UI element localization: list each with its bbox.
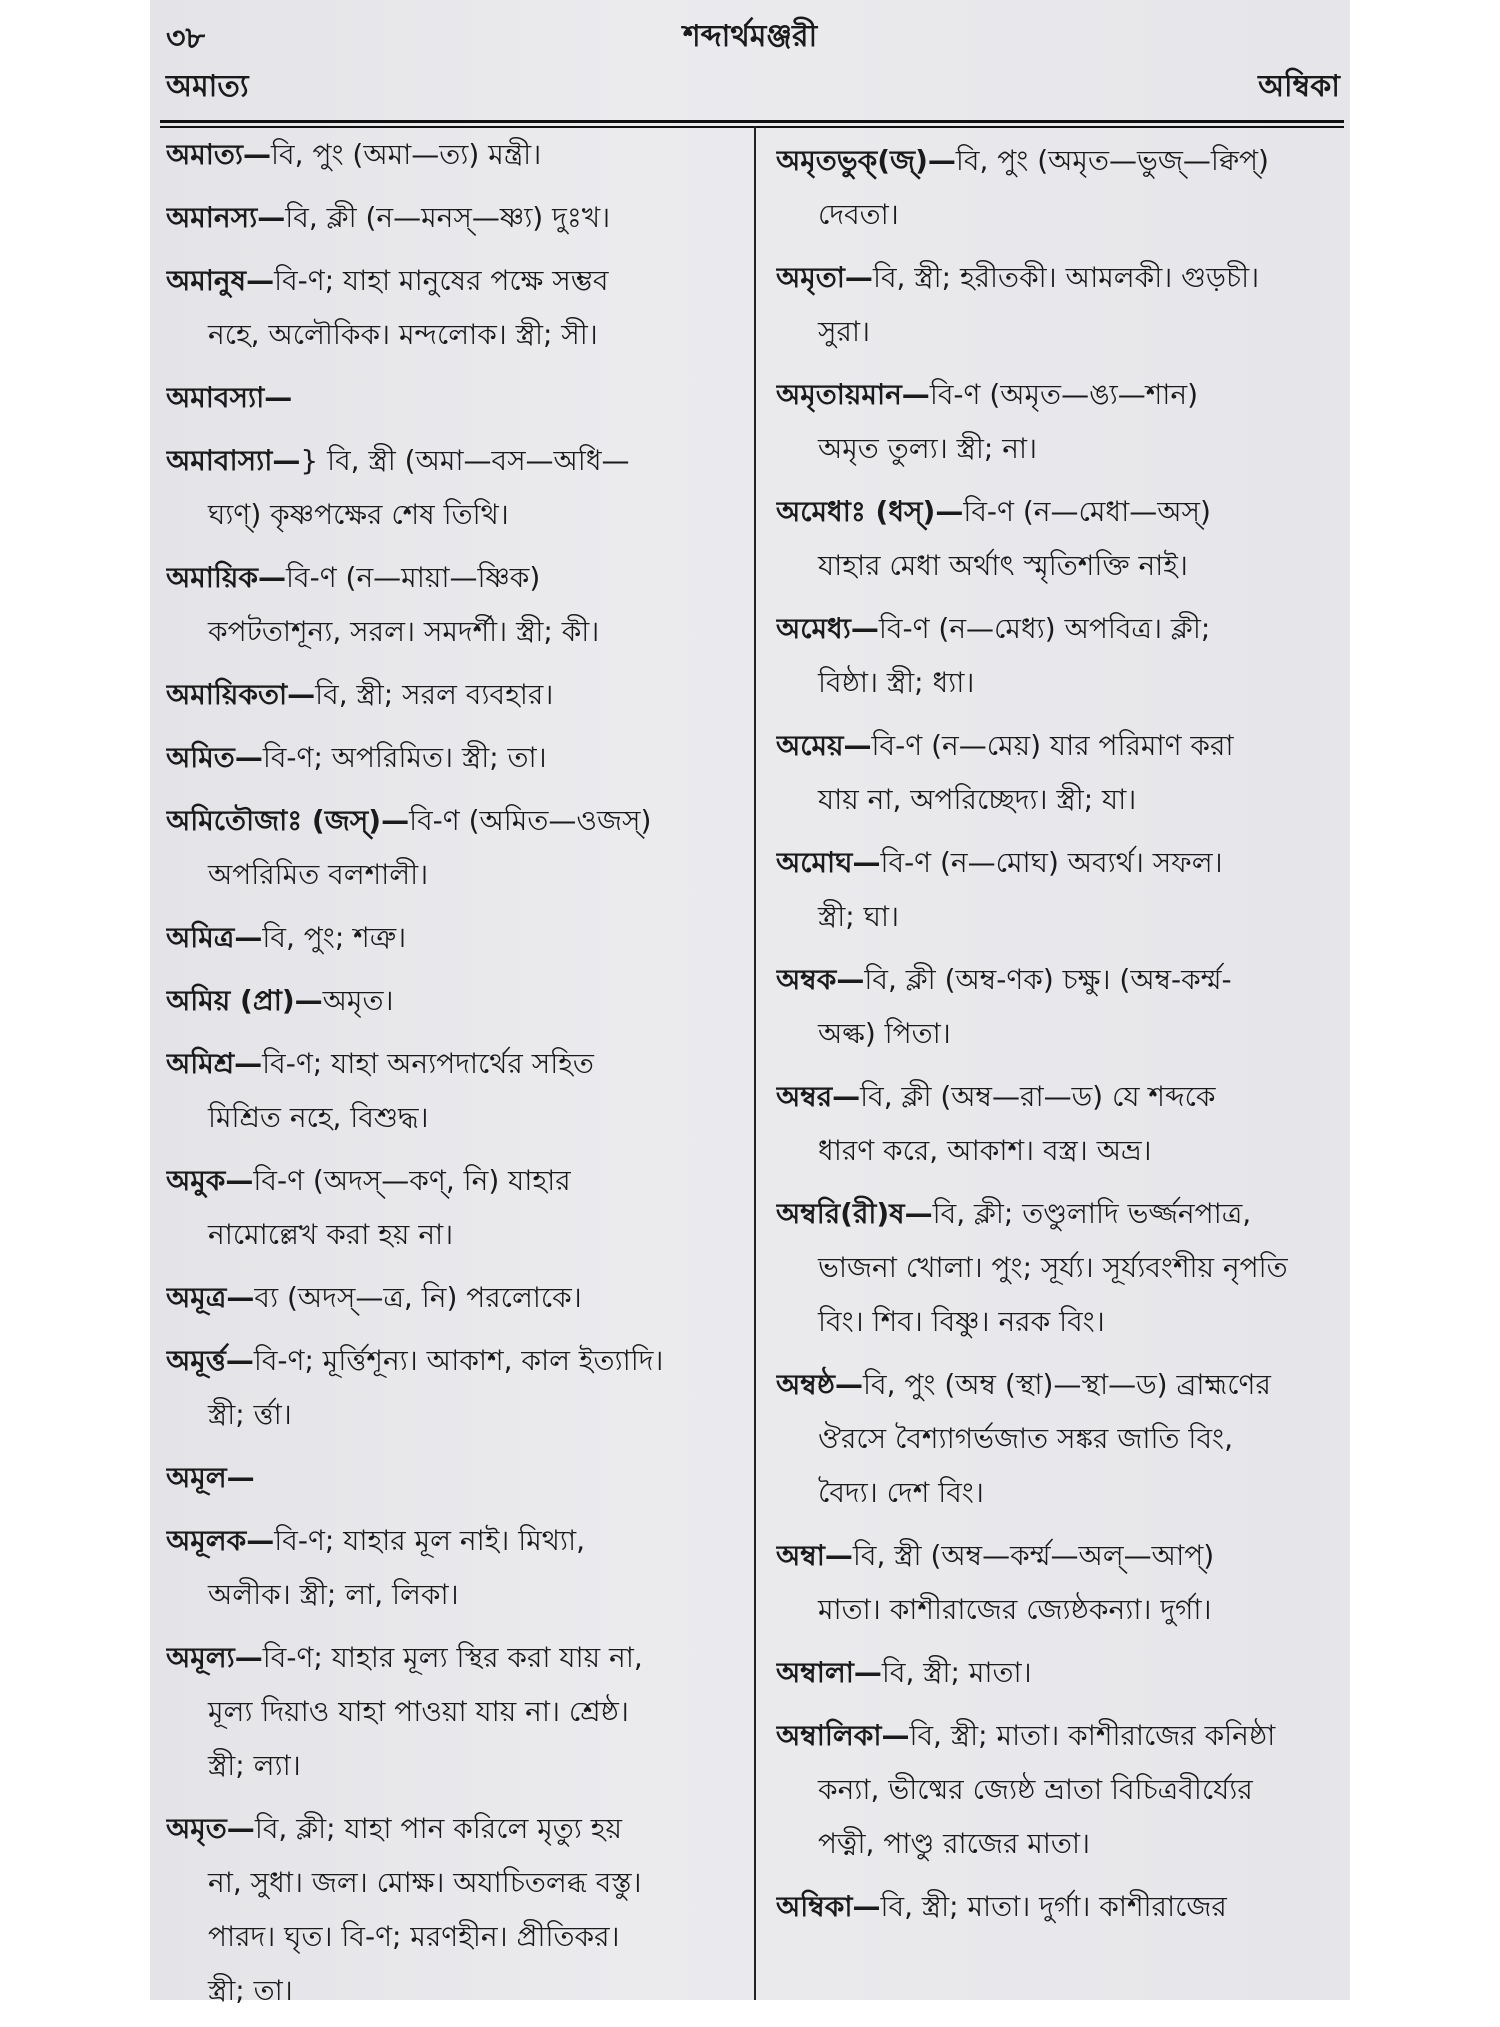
- definition-continuation: স্ত্রী; তা।: [208, 1974, 293, 2007]
- entry-first-line: [166, 1514, 741, 1568]
- dictionary-entry: [166, 1514, 741, 1622]
- definition: বি, স্ত্রী; মাতা। কাশীরাজের কনিষ্ঠা: [909, 1719, 1276, 1752]
- guide-word-left: অমাত্য: [166, 69, 249, 104]
- headword: অম্বা—: [776, 1539, 853, 1572]
- dictionary-entry: [776, 719, 1351, 827]
- definition: বি, স্ত্রী (অম্ব—কর্ম্ম—অল্—আপ্): [852, 1539, 1215, 1572]
- definition: বি, পুং (অমৃত—ভুজ্—ক্বিপ্): [955, 144, 1269, 177]
- dictionary-entry: [166, 974, 741, 1028]
- entry-first-line: [166, 434, 741, 488]
- dictionary-entry: [166, 1271, 741, 1325]
- definition: বি-ণ (অমৃত—ঙ্য—শান): [929, 378, 1199, 411]
- dictionary-entry: [166, 1334, 741, 1442]
- entry-first-line: [166, 128, 741, 182]
- header-rule: [160, 120, 1344, 128]
- dictionary-entry: [166, 911, 741, 965]
- definition: বি-ণ; মূর্ত্তিশূন্য। আকাশ, কাল ইত্যাদি।: [253, 1344, 664, 1377]
- headword: অম্বরি(রী)ষ—: [776, 1197, 933, 1230]
- dictionary-entry: [776, 836, 1351, 944]
- dictionary-entry: [166, 1451, 741, 1505]
- page-number: ৩৮: [166, 21, 205, 56]
- entry-first-line: [776, 1709, 1351, 1763]
- entry-first-line: [776, 1529, 1351, 1583]
- definition: ব্য (অদস্—ত্র, নি) পরলোকে।: [254, 1281, 582, 1314]
- definition: বি-ণ; অপরিমিত। স্ত্রী; তা।: [262, 741, 547, 774]
- definition: বি-ণ; যাহা মানুষের পক্ষে সম্ভব: [274, 264, 609, 297]
- definition-continuation: স্ত্রী; ঘা।: [818, 900, 900, 933]
- definition: বি-ণ (ন—মেধ্য) অপবিত্র। ক্লী;: [878, 612, 1211, 645]
- entry-first-line: [166, 551, 741, 605]
- entry-first-line: [776, 602, 1351, 656]
- definition-continuation: অমৃত তুল্য। স্ত্রী; না।: [818, 432, 1038, 465]
- headword: অম্বালা—: [776, 1656, 882, 1689]
- dictionary-entry: [166, 1802, 741, 2018]
- definition-continuation: মাতা। কাশীরাজের জ্যেষ্ঠকন্যা। দুর্গা।: [818, 1593, 1212, 1626]
- dictionary-entry: [776, 1880, 1351, 1934]
- dictionary-entry: [776, 1646, 1351, 1700]
- entry-first-line: [166, 1154, 741, 1208]
- headword: অমেধ্য—: [776, 612, 879, 645]
- headword: অমৃতভুক্(জ্)—: [776, 144, 956, 177]
- dictionary-entry: [166, 731, 741, 785]
- definition: বি, স্ত্রী; মাতা। দুর্গা। কাশীরাজের: [880, 1890, 1227, 1923]
- headword: অমেয়—: [776, 729, 872, 762]
- left-column: [166, 128, 741, 2027]
- definition-continuation: দেবতা।: [818, 198, 899, 231]
- entry-first-line: [166, 974, 741, 1028]
- dictionary-entry: [776, 368, 1351, 476]
- headword: অমাত্য—: [166, 138, 272, 171]
- definition: বি-ণ; যাহার মূল্য স্থির করা যায় না,: [262, 1641, 643, 1674]
- headword: অমেধাঃ (ধস্)—: [776, 495, 964, 528]
- dictionary-entry: [776, 953, 1351, 1061]
- definition: বি-ণ; যাহা অন্যপদার্থের সহিত: [262, 1047, 594, 1080]
- entry-first-line: [166, 1451, 741, 1505]
- entry-first-line: [776, 1187, 1351, 1241]
- entry-first-line: [166, 1802, 741, 1856]
- definition-continuation: ঘ্যণ্) কৃষ্ণপক্ষের শেষ তিথি।: [208, 498, 509, 531]
- dictionary-entry: [776, 251, 1351, 359]
- definition: বি-ণ (অদস্—কণ্, নি) যাহার: [253, 1164, 571, 1197]
- headword: অমৃত—: [166, 1812, 255, 1845]
- entry-first-line: [776, 836, 1351, 890]
- definition: বি-ণ (ন—মেধা—অস্): [963, 495, 1211, 528]
- definition: বি-ণ (ন—মেয়) যার পরিমাণ করা: [871, 729, 1234, 762]
- definition: বি-ণ (ন—মায়া—ষ্ণিক): [286, 561, 541, 594]
- dictionary-entry: [776, 134, 1351, 242]
- dictionary-entry: [166, 191, 741, 245]
- headword: অমিয় (প্রা)—: [166, 984, 323, 1017]
- headword: অমায়িকতা—: [166, 678, 316, 711]
- dictionary-entry: [776, 1187, 1351, 1349]
- entry-first-line: [166, 254, 741, 308]
- definition-continuation: মূল্য দিয়াও যাহা পাওয়া যায় না। শ্রেষ্ঠ।: [208, 1695, 629, 1728]
- definition: বি, ক্লী (অম্ব—রা—ড) যে শব্দকে: [860, 1080, 1216, 1113]
- dictionary-page: [150, 0, 1350, 2007]
- dictionary-entry: [166, 668, 741, 722]
- dictionary-entry: [776, 1529, 1351, 1637]
- definition: বি, স্ত্রী; সরল ব্যবহার।: [315, 678, 554, 711]
- dictionary-entry: [166, 1037, 741, 1145]
- definition-continuation: নহে, অলৌকিক। মন্দলোক। স্ত্রী; সী।: [208, 318, 598, 351]
- definition: বি, স্ত্রী; মাতা।: [881, 1656, 1032, 1689]
- headword: অমৃতায়মান—: [776, 378, 930, 411]
- definition-continuation: সুরা।: [818, 315, 871, 348]
- dictionary-entry: [166, 254, 741, 362]
- definition-continuation: পারদ। ঘৃত। বি-ণ; মরণহীন। প্রীতিকর।: [208, 1920, 620, 1953]
- headword: অমিত—: [166, 741, 263, 774]
- definition: অমৃত।: [322, 984, 394, 1017]
- headword: অমূল্য—: [166, 1641, 263, 1674]
- entry-first-line: [166, 371, 741, 425]
- dictionary-entry: [776, 1070, 1351, 1178]
- headword: অম্বর—: [776, 1080, 861, 1113]
- entry-first-line: [166, 911, 741, 965]
- definition-continuation: অল্ক) পিতা।: [818, 1017, 951, 1050]
- definition-continuation: নামোল্লেখ করা হয় না।: [208, 1218, 454, 1251]
- entry-first-line: [776, 368, 1351, 422]
- entry-first-line: [776, 134, 1351, 188]
- headword: অম্বষ্ঠ—: [776, 1368, 863, 1401]
- definition: বি, ক্লী (অম্ব-ণক) চক্ষু। (অম্ব-কর্ম্ম-: [864, 963, 1232, 996]
- headword: অম্বিকা—: [776, 1890, 881, 1923]
- dictionary-entry: [166, 551, 741, 659]
- headword: অমানুষ—: [166, 264, 275, 297]
- definition-continuation: বিং। শিব। বিষ্ণু। নরক বিং।: [818, 1305, 1105, 1338]
- definition: বি, পুং (অম্ব (স্থা)—স্থা—ড) ব্রাহ্মণের: [863, 1368, 1271, 1401]
- definition-continuation: যাহার মেধা অর্থাৎ স্মৃতিশক্তি নাই।: [818, 549, 1188, 582]
- headword: অমাবস্যা—: [166, 381, 293, 414]
- entry-first-line: [166, 1271, 741, 1325]
- definition-continuation: কন্যা, ভীষ্মের জ্যেষ্ঠ ভ্রাতা বিচিত্রবীর্য্যের: [818, 1773, 1253, 1806]
- definition: বি, পুং; শত্রু।: [262, 921, 407, 954]
- definition-continuation: ঔরসে বৈশ্যাগর্ভজাত সঙ্কর জাতি বিং,: [818, 1422, 1233, 1455]
- definition-continuation: বিষ্ঠা। স্ত্রী; ধ্যা।: [818, 666, 975, 699]
- definition: বি, ক্লী; যাহা পান করিলে মৃত্যু হয়: [254, 1812, 622, 1845]
- entry-first-line: [166, 668, 741, 722]
- entry-first-line: [776, 719, 1351, 773]
- definition-continuation: স্ত্রী; ল্যা।: [208, 1749, 301, 1782]
- dictionary-entry: [166, 371, 741, 425]
- definition: বি, স্ত্রী; হরীতকী। আমলকী। গুড়চী।: [872, 261, 1260, 294]
- definition-continuation: মিশ্রিত নহে, বিশুদ্ধ।: [208, 1101, 429, 1134]
- definition-continuation: না, সুধা। জল। মোক্ষ। অযাচিতলব্ধ বস্তু।: [208, 1866, 642, 1899]
- entry-first-line: [166, 191, 741, 245]
- dictionary-entry: [166, 128, 741, 182]
- dictionary-entry: [776, 602, 1351, 710]
- dictionary-entry: [166, 1154, 741, 1262]
- definition: বি-ণ; যাহার মূল নাই। মিথ্যা,: [274, 1524, 586, 1557]
- entry-first-line: [776, 485, 1351, 539]
- column-divider: [754, 126, 756, 2000]
- headword: অমূত্র—: [166, 1281, 255, 1314]
- dictionary-entry: [776, 1358, 1351, 1520]
- definition: বি, ক্লী (ন—মনস্—ষ্ণ্য) দুঃখ।: [285, 201, 611, 234]
- entry-first-line: [166, 794, 741, 848]
- headword: অমায়িক—: [166, 561, 287, 594]
- headword: অমূল—: [166, 1461, 255, 1494]
- definition-continuation: যায় না, অপরিচ্ছেদ্য। স্ত্রী; যা।: [818, 783, 1137, 816]
- definition: বি, ক্লী; তণ্ডুলাদি ভর্জ্জনপাত্র,: [932, 1197, 1252, 1230]
- headword: অমূলক—: [166, 1524, 275, 1557]
- definition-continuation: অপরিমিত বলশালী।: [208, 858, 429, 891]
- definition-continuation: ভাজনা খোলা। পুং; সূর্য্য। সূর্য্যবংশীয় নৃপতি: [818, 1251, 1288, 1284]
- headword: অমানস্য—: [166, 201, 286, 234]
- entry-first-line: [166, 731, 741, 785]
- dictionary-entry: [776, 1709, 1351, 1871]
- definition-continuation: ধারণ করে, আকাশ। বস্ত্র। অভ্র।: [818, 1134, 1152, 1167]
- definition-continuation: অলীক। স্ত্রী; লা, লিকা।: [208, 1578, 459, 1611]
- definition: বি-ণ (অমিত—ওজস্): [409, 804, 652, 837]
- dictionary-entry: [166, 794, 741, 902]
- entry-first-line: [166, 1037, 741, 1091]
- headword: অম্বক—: [776, 963, 865, 996]
- entry-first-line: [776, 1070, 1351, 1124]
- definition-continuation: কপটতাশূন্য, সরল। সমদর্শী। স্ত্রী; কী।: [208, 615, 600, 648]
- headword: অমিতৌজাঃ (জস্)—: [166, 804, 410, 837]
- dictionary-entry: [166, 434, 741, 542]
- definition: বি-ণ (ন—মোঘ) অব্যর্থ। সফল।: [880, 846, 1223, 879]
- headword: অমৃতা—: [776, 261, 873, 294]
- right-column: [776, 134, 1351, 1943]
- entry-first-line: [776, 953, 1351, 1007]
- definition-continuation: স্ত্রী; র্ত্তা।: [208, 1398, 292, 1431]
- book-title: শব্দার্থমঞ্জরী: [682, 19, 818, 54]
- headword: অমিশ্র—: [166, 1047, 263, 1080]
- definition: } বি, স্ত্রী (অমা—বস—অধি—: [300, 444, 630, 477]
- entry-first-line: [776, 1880, 1351, 1934]
- definition: বি, পুং (অমা—ত্য) মন্ত্রী।: [271, 138, 542, 171]
- entry-first-line: [166, 1334, 741, 1388]
- entry-first-line: [776, 1358, 1351, 1412]
- entry-first-line: [776, 251, 1351, 305]
- entry-first-line: [166, 1631, 741, 1685]
- headword: অমিত্র—: [166, 921, 263, 954]
- definition-continuation: পত্নী, পাণ্ডু রাজের মাতা।: [818, 1827, 1091, 1860]
- headword: অমূর্ত্ত—: [166, 1344, 254, 1377]
- definition-continuation: বৈদ্য। দেশ বিং।: [818, 1476, 984, 1509]
- dictionary-entry: [776, 485, 1351, 593]
- headword: অমাবাস্যা—: [166, 444, 301, 477]
- headword: অমুক—: [166, 1164, 254, 1197]
- guide-word-right: অম্বিকা: [1258, 69, 1340, 104]
- entry-first-line: [776, 1646, 1351, 1700]
- headword: অম্বালিকা—: [776, 1719, 910, 1752]
- headword: অমোঘ—: [776, 846, 881, 879]
- dictionary-entry: [166, 1631, 741, 1793]
